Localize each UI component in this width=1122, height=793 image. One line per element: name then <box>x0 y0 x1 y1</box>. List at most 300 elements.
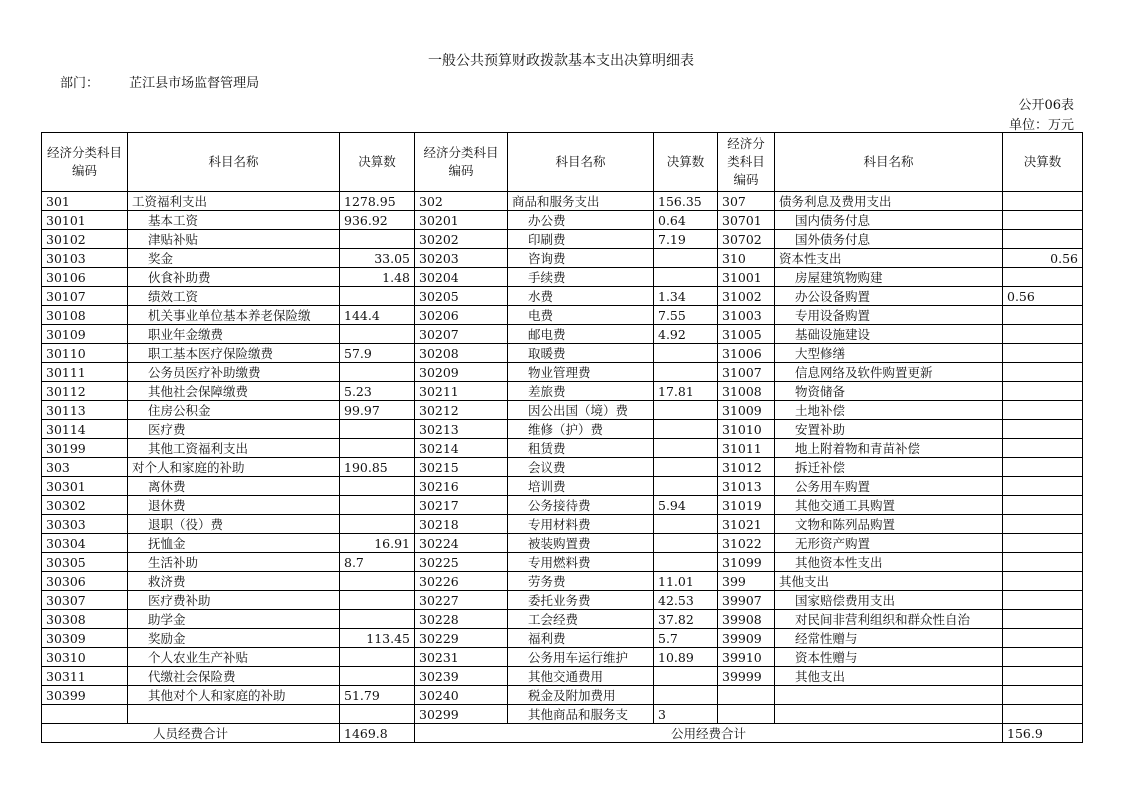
name-cell: 专用设备购置 <box>775 306 1003 325</box>
code-cell: 31021 <box>718 515 775 534</box>
department-label: 部门： <box>60 76 100 91</box>
code-cell: 30110 <box>42 344 128 363</box>
code-cell: 30207 <box>415 325 508 344</box>
code-cell: 39908 <box>718 610 775 629</box>
amount-cell <box>340 477 415 496</box>
amount-cell <box>340 287 415 306</box>
header-code-3: 经济分类科目编码 <box>718 133 775 192</box>
name-cell: 信息网络及软件购置更新 <box>775 363 1003 382</box>
name-cell: 生活补助 <box>128 553 340 572</box>
amount-cell: 7.19 <box>654 230 718 249</box>
amount-cell <box>1003 572 1083 591</box>
amount-cell <box>1003 344 1083 363</box>
code-cell: 30201 <box>415 211 508 230</box>
header-code-1: 经济分类科目编码 <box>42 133 128 192</box>
name-cell: 机关事业单位基本养老保险缴 <box>128 306 340 325</box>
code-cell: 30239 <box>415 667 508 686</box>
header-name-1: 科目名称 <box>128 133 340 192</box>
name-cell: 基础设施建设 <box>775 325 1003 344</box>
amount-cell <box>1003 553 1083 572</box>
code-cell: 301 <box>42 192 128 211</box>
public-total-value: 156.9 <box>1003 724 1083 743</box>
name-cell: 邮电费 <box>508 325 654 344</box>
name-cell: 土地补偿 <box>775 401 1003 420</box>
totals-row <box>42 724 1083 743</box>
code-cell <box>718 705 775 724</box>
name-cell: 因公出国（境）费 <box>508 401 654 420</box>
code-cell: 30225 <box>415 553 508 572</box>
expenditure-table <box>41 132 1083 743</box>
page-title: 一般公共预算财政拨款基本支出决算明细表 <box>428 53 694 69</box>
amount-cell <box>654 477 718 496</box>
name-cell: 租赁费 <box>508 439 654 458</box>
amount-cell <box>340 705 415 724</box>
code-cell: 31011 <box>718 439 775 458</box>
name-cell: 国外债务付息 <box>775 230 1003 249</box>
table-row <box>42 515 1083 534</box>
name-cell: 安置补助 <box>775 420 1003 439</box>
name-cell: 其他资本性支出 <box>775 553 1003 572</box>
name-cell: 津贴补贴 <box>128 230 340 249</box>
header-name-3: 科目名称 <box>775 133 1003 192</box>
name-cell: 印刷费 <box>508 230 654 249</box>
name-cell: 个人农业生产补贴 <box>128 648 340 667</box>
amount-cell: 11.01 <box>654 572 718 591</box>
code-cell: 302 <box>415 192 508 211</box>
amount-cell: 1.48 <box>340 268 415 287</box>
table-row <box>42 401 1083 420</box>
code-cell: 30208 <box>415 344 508 363</box>
amount-cell <box>654 363 718 382</box>
code-cell: 30112 <box>42 382 128 401</box>
code-cell: 30203 <box>415 249 508 268</box>
code-cell: 31099 <box>718 553 775 572</box>
code-cell: 39907 <box>718 591 775 610</box>
code-cell: 30308 <box>42 610 128 629</box>
code-cell: 30109 <box>42 325 128 344</box>
amount-cell: 17.81 <box>654 382 718 401</box>
name-cell: 会议费 <box>508 458 654 477</box>
name-cell: 绩效工资 <box>128 287 340 306</box>
name-cell: 其他交通工具购置 <box>775 496 1003 515</box>
amount-cell <box>1003 686 1083 705</box>
amount-cell <box>340 572 415 591</box>
name-cell <box>775 686 1003 705</box>
code-cell: 30213 <box>415 420 508 439</box>
table-row <box>42 534 1083 553</box>
name-cell: 其他社会保障缴费 <box>128 382 340 401</box>
table-row <box>42 572 1083 591</box>
amount-cell <box>1003 325 1083 344</box>
table-row <box>42 420 1083 439</box>
code-cell: 30102 <box>42 230 128 249</box>
amount-cell <box>1003 211 1083 230</box>
code-cell: 31005 <box>718 325 775 344</box>
code-cell: 31003 <box>718 306 775 325</box>
name-cell: 其他支出 <box>775 667 1003 686</box>
table-row <box>42 629 1083 648</box>
amount-cell: 16.91 <box>340 534 415 553</box>
table-row <box>42 287 1083 306</box>
name-cell: 资本性赠与 <box>775 648 1003 667</box>
amount-cell <box>1003 629 1083 648</box>
code-cell: 30111 <box>42 363 128 382</box>
name-cell: 文物和陈列品购置 <box>775 515 1003 534</box>
amount-cell: 1.34 <box>654 287 718 306</box>
name-cell: 被装购置费 <box>508 534 654 553</box>
name-cell <box>775 705 1003 724</box>
table-row <box>42 268 1083 287</box>
name-cell: 劳务费 <box>508 572 654 591</box>
amount-cell <box>1003 648 1083 667</box>
code-cell: 303 <box>42 458 128 477</box>
code-cell: 39909 <box>718 629 775 648</box>
code-cell: 30107 <box>42 287 128 306</box>
code-cell: 39999 <box>718 667 775 686</box>
personnel-total-value: 1469.8 <box>340 724 415 743</box>
name-cell: 国内债务付息 <box>775 211 1003 230</box>
personnel-total-label: 人员经费合计 <box>42 724 340 743</box>
name-cell: 大型修缮 <box>775 344 1003 363</box>
code-cell: 31009 <box>718 401 775 420</box>
code-cell: 30218 <box>415 515 508 534</box>
amount-cell <box>1003 534 1083 553</box>
code-cell: 31010 <box>718 420 775 439</box>
table-row <box>42 382 1083 401</box>
amount-cell <box>340 420 415 439</box>
name-cell: 代缴社会保险费 <box>128 667 340 686</box>
name-cell: 公务用车运行维护 <box>508 648 654 667</box>
code-cell: 31006 <box>718 344 775 363</box>
code-cell: 30215 <box>415 458 508 477</box>
name-cell: 物业管理费 <box>508 363 654 382</box>
table-row <box>42 648 1083 667</box>
code-cell <box>42 705 128 724</box>
amount-cell: 156.35 <box>654 192 718 211</box>
amount-cell <box>1003 591 1083 610</box>
table-row <box>42 325 1083 344</box>
amount-cell: 37.82 <box>654 610 718 629</box>
name-cell: 医疗费补助 <box>128 591 340 610</box>
name-cell: 拆迁补偿 <box>775 458 1003 477</box>
name-cell: 公务用车购置 <box>775 477 1003 496</box>
code-cell: 30301 <box>42 477 128 496</box>
code-cell: 30306 <box>42 572 128 591</box>
code-cell: 31013 <box>718 477 775 496</box>
header-amount-1: 决算数 <box>340 133 415 192</box>
name-cell: 其他交通费用 <box>508 667 654 686</box>
amount-cell <box>1003 610 1083 629</box>
amount-cell <box>1003 230 1083 249</box>
table-row <box>42 439 1083 458</box>
amount-cell <box>1003 515 1083 534</box>
amount-cell: 99.97 <box>340 401 415 420</box>
name-cell: 其他工资福利支出 <box>128 439 340 458</box>
name-cell: 对民间非营利组织和群众性自治 <box>775 610 1003 629</box>
name-cell: 债务利息及费用支出 <box>775 192 1003 211</box>
code-cell: 30307 <box>42 591 128 610</box>
amount-cell <box>1003 458 1083 477</box>
amount-cell <box>654 268 718 287</box>
name-cell: 公务员医疗补助缴费 <box>128 363 340 382</box>
name-cell: 奖金 <box>128 249 340 268</box>
table-row <box>42 458 1083 477</box>
amount-cell <box>1003 496 1083 515</box>
amount-cell <box>654 401 718 420</box>
code-cell: 31008 <box>718 382 775 401</box>
name-cell: 房屋建筑物购建 <box>775 268 1003 287</box>
name-cell: 培训费 <box>508 477 654 496</box>
code-cell: 30113 <box>42 401 128 420</box>
amount-cell <box>340 363 415 382</box>
name-cell: 奖励金 <box>128 629 340 648</box>
code-cell: 30205 <box>415 287 508 306</box>
amount-cell <box>654 458 718 477</box>
name-cell: 电费 <box>508 306 654 325</box>
amount-cell <box>1003 268 1083 287</box>
code-cell: 30231 <box>415 648 508 667</box>
code-cell: 31001 <box>718 268 775 287</box>
code-cell: 30303 <box>42 515 128 534</box>
code-cell: 31012 <box>718 458 775 477</box>
name-cell: 工会经费 <box>508 610 654 629</box>
code-cell: 30701 <box>718 211 775 230</box>
name-cell: 救济费 <box>128 572 340 591</box>
name-cell: 其他支出 <box>775 572 1003 591</box>
name-cell: 退职（役）费 <box>128 515 340 534</box>
name-cell: 离休费 <box>128 477 340 496</box>
name-cell: 差旅费 <box>508 382 654 401</box>
name-cell: 专用燃料费 <box>508 553 654 572</box>
code-cell: 30209 <box>415 363 508 382</box>
code-cell: 30103 <box>42 249 128 268</box>
name-cell: 住房公积金 <box>128 401 340 420</box>
code-cell: 30228 <box>415 610 508 629</box>
name-cell: 福利费 <box>508 629 654 648</box>
name-cell: 地上附着物和青苗补偿 <box>775 439 1003 458</box>
amount-cell <box>1003 477 1083 496</box>
code-cell: 30212 <box>415 401 508 420</box>
table-body <box>42 192 1083 724</box>
table-row <box>42 211 1083 230</box>
amount-cell <box>1003 667 1083 686</box>
amount-cell <box>340 496 415 515</box>
code-cell: 30227 <box>415 591 508 610</box>
table-row <box>42 667 1083 686</box>
header-amount-3: 决算数 <box>1003 133 1083 192</box>
amount-cell: 57.9 <box>340 344 415 363</box>
department-line <box>60 72 259 91</box>
code-cell: 30229 <box>415 629 508 648</box>
amount-cell: 4.92 <box>654 325 718 344</box>
name-cell: 其他商品和服务支 <box>508 705 654 724</box>
code-cell: 30299 <box>415 705 508 724</box>
name-cell: 手续费 <box>508 268 654 287</box>
amount-cell <box>654 344 718 363</box>
amount-cell: 190.85 <box>340 458 415 477</box>
amount-cell <box>1003 420 1083 439</box>
amount-cell <box>654 667 718 686</box>
table-row <box>42 230 1083 249</box>
name-cell: 无形资产购置 <box>775 534 1003 553</box>
header-amount-2: 决算数 <box>654 133 718 192</box>
name-cell: 抚恤金 <box>128 534 340 553</box>
name-cell: 基本工资 <box>128 211 340 230</box>
code-cell: 307 <box>718 192 775 211</box>
amount-cell: 10.89 <box>654 648 718 667</box>
amount-cell <box>340 325 415 344</box>
code-cell: 30214 <box>415 439 508 458</box>
code-cell: 30199 <box>42 439 128 458</box>
amount-cell <box>1003 363 1083 382</box>
table-row <box>42 496 1083 515</box>
code-cell: 310 <box>718 249 775 268</box>
table-row <box>42 610 1083 629</box>
code-cell: 30240 <box>415 686 508 705</box>
name-cell: 职工基本医疗保险缴费 <box>128 344 340 363</box>
code-cell: 30206 <box>415 306 508 325</box>
name-cell: 退休费 <box>128 496 340 515</box>
name-cell: 其他对个人和家庭的补助 <box>128 686 340 705</box>
code-cell: 30106 <box>42 268 128 287</box>
table-row <box>42 591 1083 610</box>
amount-cell: 8.7 <box>340 553 415 572</box>
table-row <box>42 705 1083 724</box>
name-cell: 物资储备 <box>775 382 1003 401</box>
name-cell: 税金及附加费用 <box>508 686 654 705</box>
name-cell: 咨询费 <box>508 249 654 268</box>
amount-cell: 936.92 <box>340 211 415 230</box>
name-cell: 取暖费 <box>508 344 654 363</box>
name-cell: 水费 <box>508 287 654 306</box>
table-row <box>42 306 1083 325</box>
amount-cell <box>1003 705 1083 724</box>
code-cell: 30101 <box>42 211 128 230</box>
form-number: 公开06表 <box>1018 98 1074 113</box>
amount-cell: 5.94 <box>654 496 718 515</box>
name-cell: 维修（护）费 <box>508 420 654 439</box>
code-cell: 30309 <box>42 629 128 648</box>
amount-cell: 0.56 <box>1003 287 1083 306</box>
amount-cell <box>1003 401 1083 420</box>
code-cell: 30399 <box>42 686 128 705</box>
amount-cell <box>340 439 415 458</box>
amount-cell <box>1003 439 1083 458</box>
code-cell: 31019 <box>718 496 775 515</box>
amount-cell <box>654 249 718 268</box>
code-cell: 30211 <box>415 382 508 401</box>
name-cell: 医疗费 <box>128 420 340 439</box>
name-cell: 伙食补助费 <box>128 268 340 287</box>
code-cell <box>718 686 775 705</box>
code-cell: 39910 <box>718 648 775 667</box>
amount-cell <box>340 230 415 249</box>
table-row <box>42 192 1083 211</box>
name-cell: 对个人和家庭的补助 <box>128 458 340 477</box>
name-cell: 公务接待费 <box>508 496 654 515</box>
amount-cell <box>654 515 718 534</box>
unit-label: 单位：万元 <box>1008 118 1074 133</box>
public-total-label: 公用经费合计 <box>415 724 1003 743</box>
name-cell: 委托业务费 <box>508 591 654 610</box>
amount-cell <box>340 591 415 610</box>
amount-cell: 33.05 <box>340 249 415 268</box>
department-value: 芷江县市场监督管理局 <box>129 76 260 91</box>
amount-cell <box>654 420 718 439</box>
amount-cell: 3 <box>654 705 718 724</box>
amount-cell <box>654 686 718 705</box>
name-cell: 国家赔偿费用支出 <box>775 591 1003 610</box>
amount-cell: 144.4 <box>340 306 415 325</box>
code-cell: 30310 <box>42 648 128 667</box>
amount-cell: 0.64 <box>654 211 718 230</box>
amount-cell <box>654 534 718 553</box>
name-cell: 职业年金缴费 <box>128 325 340 344</box>
code-cell: 31002 <box>718 287 775 306</box>
code-cell: 30204 <box>415 268 508 287</box>
amount-cell <box>654 553 718 572</box>
name-cell: 助学金 <box>128 610 340 629</box>
header-code-2: 经济分类科目编码 <box>415 133 508 192</box>
name-cell: 专用材料费 <box>508 515 654 534</box>
table-row <box>42 363 1083 382</box>
amount-cell <box>340 667 415 686</box>
amount-cell <box>340 610 415 629</box>
header-name-2: 科目名称 <box>508 133 654 192</box>
name-cell <box>128 705 340 724</box>
amount-cell <box>1003 382 1083 401</box>
amount-cell: 7.55 <box>654 306 718 325</box>
table-row <box>42 686 1083 705</box>
code-cell: 30304 <box>42 534 128 553</box>
name-cell: 经常性赠与 <box>775 629 1003 648</box>
code-cell: 30217 <box>415 496 508 515</box>
amount-cell: 5.23 <box>340 382 415 401</box>
amount-cell: 0.56 <box>1003 249 1083 268</box>
code-cell: 30305 <box>42 553 128 572</box>
code-cell: 30302 <box>42 496 128 515</box>
code-cell: 30216 <box>415 477 508 496</box>
code-cell: 30311 <box>42 667 128 686</box>
amount-cell: 1278.95 <box>340 192 415 211</box>
amount-cell <box>654 439 718 458</box>
name-cell: 办公费 <box>508 211 654 230</box>
table-row <box>42 344 1083 363</box>
table-header-row <box>42 133 1083 192</box>
table-row <box>42 249 1083 268</box>
name-cell: 商品和服务支出 <box>508 192 654 211</box>
amount-cell: 42.53 <box>654 591 718 610</box>
name-cell: 资本性支出 <box>775 249 1003 268</box>
code-cell: 31022 <box>718 534 775 553</box>
name-cell: 工资福利支出 <box>128 192 340 211</box>
name-cell: 办公设备购置 <box>775 287 1003 306</box>
amount-cell <box>340 515 415 534</box>
amount-cell <box>1003 192 1083 211</box>
code-cell: 30108 <box>42 306 128 325</box>
amount-cell <box>1003 306 1083 325</box>
code-cell: 30702 <box>718 230 775 249</box>
code-cell: 30114 <box>42 420 128 439</box>
code-cell: 31007 <box>718 363 775 382</box>
amount-cell <box>340 648 415 667</box>
code-cell: 30224 <box>415 534 508 553</box>
amount-cell: 51.79 <box>340 686 415 705</box>
amount-cell: 113.45 <box>340 629 415 648</box>
code-cell: 30226 <box>415 572 508 591</box>
code-cell: 399 <box>718 572 775 591</box>
amount-cell: 5.7 <box>654 629 718 648</box>
